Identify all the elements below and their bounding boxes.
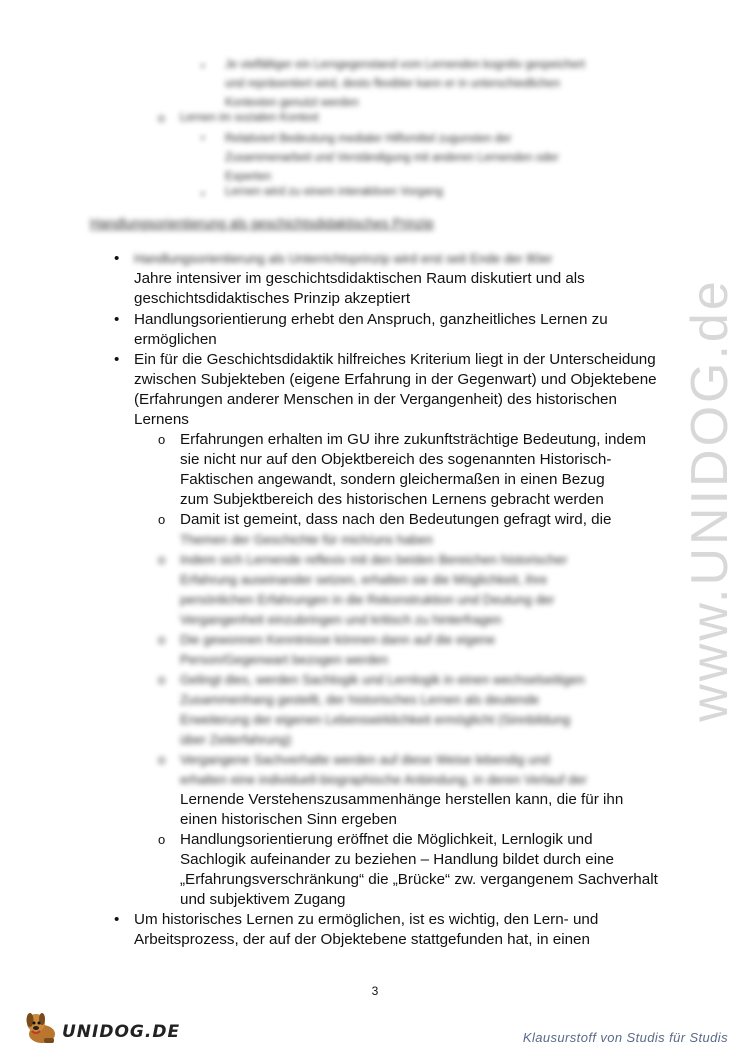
square-bullet: ▪: [201, 61, 205, 72]
sub-item-6-blurred: Vergangene Sachverhalte werden auf diese Weise lebendig und erhalten eine individuell-biographische Anbindung, in deren Verlauf der: [180, 752, 587, 787]
circle-bullet: o: [158, 512, 166, 527]
circle-bullet: o: [158, 672, 166, 687]
dog-icon: [22, 1010, 60, 1046]
sub-item-4: Die gewonnen Kenntnisse können dann auf die eigene Person/Gegenwart bezogen werden: [180, 632, 496, 667]
circle-bullet: o: [158, 752, 166, 767]
bullet-marker: •: [114, 250, 120, 267]
circle-bullet: o: [158, 432, 166, 447]
sub-item-6: Lernende Verstehenszusammenhänge herstellen kann, die für ihn einen historischen Sinn ergeben: [180, 791, 624, 828]
sub-item-5: Gelingt dies, werden Sachlogik und Lernlogik in einen wechselseitigen Zusammenhang gestellt, der historisches Lernen als deutende Erweiterung der eigenen Lebenswirklichkeit ermöglicht (Sinnbildung über Zeiterfahrung): [180, 672, 585, 747]
list-item: Je vielfältiger ein Lerngegenstand vom Lernenden kognitiv gespeichert und repräsentiert wird, desto flexibler kann er in unterschiedlichen Kontexten genutzt werden: [225, 59, 585, 109]
list-item: Relativiert Bedeutung medialer Hilfsmittel zugunsten der Zusammenarbeit und Verständigung mit anderen Lernenden oder Experten: [225, 133, 559, 183]
bullet-item-4: Um historisches Lernen zu ermöglichen, ist es wichtig, den Lern- und Arbeitsprozess, der auf der Objektebene stattgefunden hat, in einen: [134, 911, 599, 948]
sub-item-3: Indem sich Lernende reflexiv mit den beiden Bereichen historischer Erfahrung auseinander setzen, erhalten sie die Möglichkeit, ihre persönlichen Erfahrungen in die Rekonstruktion und Deutung der Vergangenheit einzubringen und kritisch zu hinterfragen: [180, 552, 568, 627]
bullet-marker: •: [114, 911, 120, 928]
list-item: Lernen im sozialen Kontext: [180, 112, 319, 124]
circle-bullet: o: [158, 632, 166, 647]
bullet-marker: •: [114, 311, 120, 328]
footer-slogan: Klausurstoff von Studis für Studis: [522, 1030, 728, 1045]
circle-bullet: o: [158, 111, 165, 125]
sub-item-1: Erfahrungen erhalten im GU ihre zukunftsträchtige Bedeutung, indem sie nicht nur auf den Objektbereich des sogenannten Historisch- Faktischen angewandt, sondern gleichermaßen in einen Bezug zum Subjektbereich des historischen Lernens gebracht werden: [180, 431, 647, 508]
bullet-item-3: Ein für die Geschichtsdidaktik hilfreiches Kriterium liegt in der Unterscheidung zwischen Subjekteben (eigene Erfahrung in der Gegenwart) und Objektebene (Erfahrungen anderer Menschen in der Vergangenheit) des historischen Lernens: [134, 351, 657, 428]
bullet-item-1: Handlungsorientierung als Unterrichtsprinzip wird erst seit Ende der 80er Jahre intensiver im geschichtsdidaktischen Raum diskutiert und als geschichtsdidaktisches Prinzip akzeptiert: [134, 251, 585, 307]
unidog-logo[interactable]: [22, 1010, 180, 1046]
sub-item-2: Damit ist gemeint, dass nach den Bedeutungen gefragt wird, die Themen der Geschichte für mich/uns haben: [180, 511, 612, 547]
circle-bullet: o: [158, 832, 166, 847]
circle-bullet: o: [158, 552, 166, 567]
bullet-item-2: Handlungsorientierung erhebt den Anspruch, ganzheitliches Lernen zu ermöglichen: [134, 311, 608, 348]
sub-item-7: Handlungsorientierung eröffnet die Möglichkeit, Lernlogik und Sachlogik aufeinander zu beziehen – Handlung bildet durch eine „Erfahrungsverschränkung“ die „Brücke“ zw. vergangenem Sachverhalt und subjektivem Zugang: [180, 831, 658, 908]
bullet-marker: •: [114, 351, 120, 368]
page-number: 3: [371, 984, 379, 998]
section-heading: Handlungsorientierung als geschichtsdidaktisches Prinzip: [90, 216, 434, 231]
list-item: Lernen wird zu einem interaktiven Vorgang: [225, 186, 443, 198]
watermark: www.UNIDOG.de: [681, 278, 739, 722]
logo-text: UNIDOG.DE: [62, 1022, 181, 1042]
square-bullet: ▪: [201, 189, 205, 200]
square-bullet: ▪: [201, 133, 205, 144]
